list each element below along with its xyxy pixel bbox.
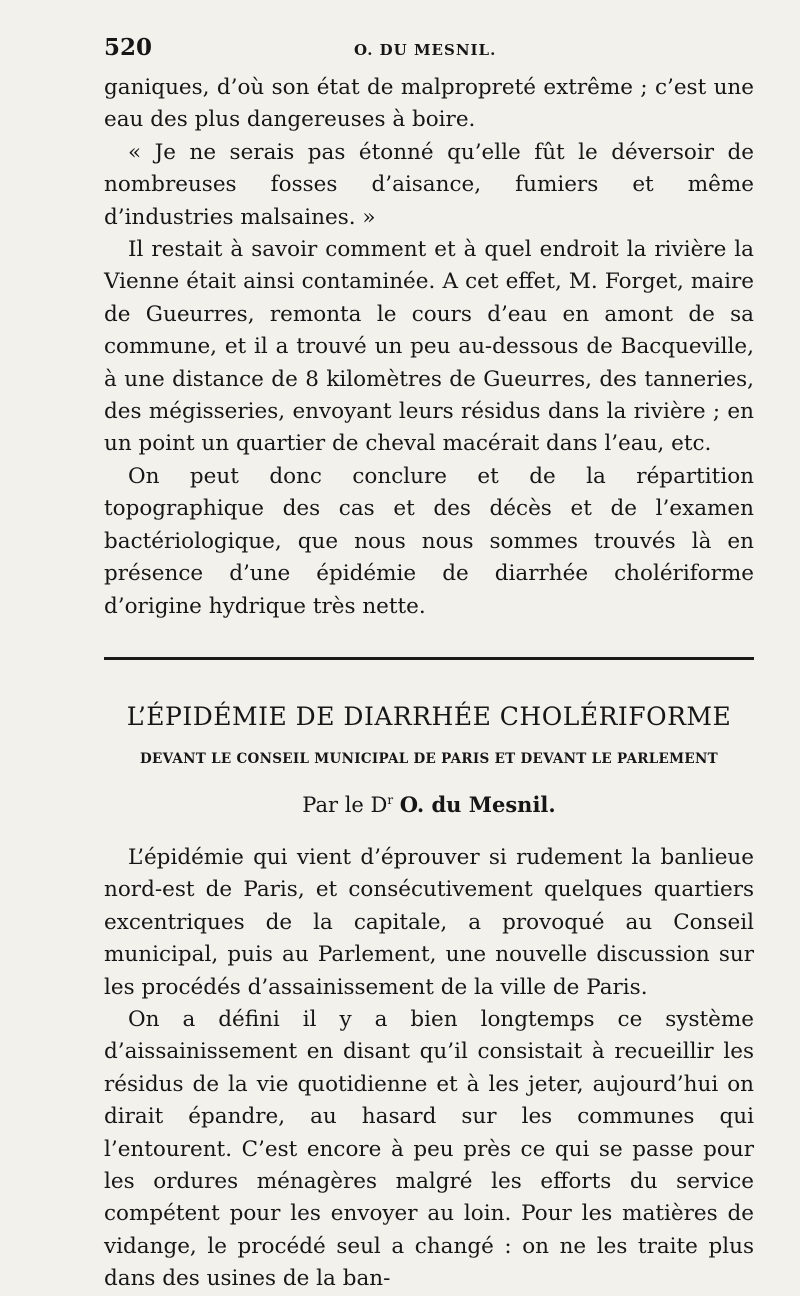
continuation-text xyxy=(104,72,754,623)
paragraph: On a défini il y a bien longtemps ce système d’aissainissement en disant qu’il consistait à recueillir les résidus de la vie quotidienne et à les jeter, aujourd’hui on dirait épandre, au hasard sur les communes qui l’entourent. C’est encore à peu près ce qui se passe pour les ordures ménagères malgré les efforts du service compétent pour les envoyer au loin. Pour les matières de vidange, le procédé seul a changé : on ne les traite plus dans des usines de la ban- xyxy=(104,1006,754,1292)
byline-prefix: Par le D xyxy=(302,792,388,817)
quoted-paragraph: « Je ne serais pas étonné qu’elle fût le déversoir de nombreuses fosses d’aisance, fumiers et même d’industries malsaines. » xyxy=(104,139,754,230)
running-title: O. DU MESNIL. xyxy=(354,41,497,59)
paragraph: ganiques, d’où son état de malpropreté extrême ; c’est une eau des plus dangereuses à boire. xyxy=(104,75,754,133)
paragraph: Il restait à savoir comment et à quel endroit la rivière la Vienne était ainsi contaminée. A cet effet, M. Forget, maire de Gueurres, remonta le cours d’eau en amont de sa commune, et il a trouvé un peu au-dessous de Bacqueville, à une distance de 8 kilomètres de Gueurres, des tanneries, des mégisseries, envoyant leurs résidus dans la rivière ; en un point un quartier de cheval macérait dans l’eau, etc. xyxy=(104,237,754,457)
byline xyxy=(104,785,754,820)
paragraph: On peut donc conclure et de la répartition topographique des cas et des décès et de l’examen bactériologique, que nous nous sommes trouvés là en présence d’une épidémie de diarrhée cholériforme d’origine hydrique très nette. xyxy=(104,463,754,619)
author-name: O. du Mesnil. xyxy=(399,791,556,817)
running-head xyxy=(104,34,754,72)
paragraph: L’épidémie qui vient d’éprouver si rudement la banlieue nord-est de Paris, et consécutivement quelques quartiers excentriques de la capitale, a provoqué au Conseil municipal, puis au Parlement, une nouvelle discussion sur les procédés d’assainissement de la ville de Paris. xyxy=(104,844,754,1000)
page-number: 520 xyxy=(104,34,153,61)
article-body xyxy=(104,842,754,1296)
article-title: L’ÉPIDÉMIE DE DIARRHÉE CHOLÉRIFORME xyxy=(126,701,732,731)
section-divider xyxy=(104,657,754,660)
byline-prefix-sup: r xyxy=(387,792,394,807)
article-subtitle: DEVANT LE CONSEIL MUNICIPAL DE PARIS ET DEVANT LE PARLEMENT xyxy=(140,750,718,767)
